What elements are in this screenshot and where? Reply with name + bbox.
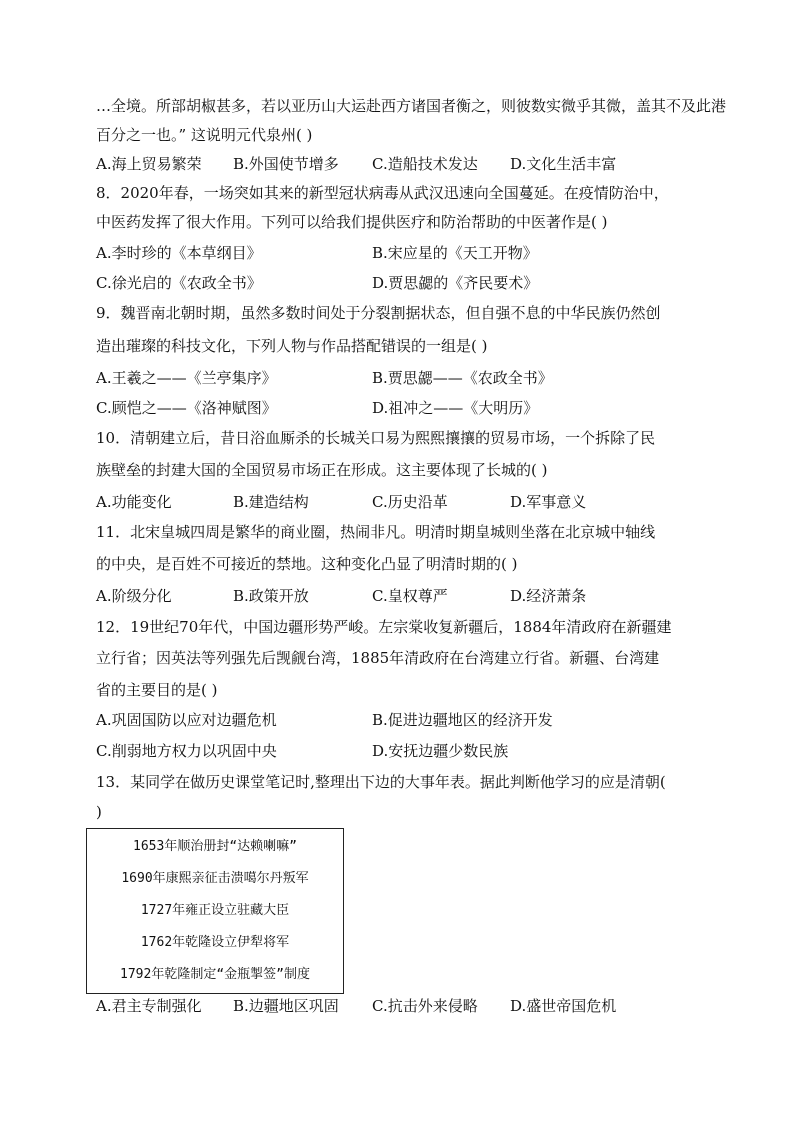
q12-option-a[interactable]: A.巩固国防以应对边疆危机: [96, 711, 277, 729]
q12-option-d[interactable]: D.安抚边疆少数民族: [372, 742, 509, 760]
q9-text-line-1: 9．魏晋南北朝时期，虽然多数时间处于分裂割据状态，但自强不息的中华民族仍然创: [96, 304, 661, 322]
q10-option-c[interactable]: C.历史沿革: [372, 493, 448, 511]
q7-text-line-1: …全境。所部胡椒甚多，若以亚历山大运赴西方诸国者衡之，则彼数实微乎其微，盖其不及此港: [96, 97, 727, 115]
q7-option-c[interactable]: C.造船技术发达: [372, 155, 478, 173]
q13-option-b[interactable]: B.边疆地区巩固: [233, 997, 339, 1015]
q11-text-line-2: 的中央，是百姓不可接近的禁地。这种变化凸显了明清时期的( ): [96, 555, 518, 573]
q12-text-line-2: 立行省；因英法等列强先后觊觎台湾，1885年清政府在台湾建立行省。新疆、台湾建: [96, 649, 660, 667]
q8-option-a[interactable]: A.李时珍的《本草纲目》: [96, 244, 262, 262]
q9-option-d[interactable]: D.祖冲之——《大明历》: [372, 399, 539, 417]
timeline-item: 1727年雍正设立驻藏大臣: [140, 903, 290, 918]
q9-option-c[interactable]: C.顾恺之——《洛神赋图》: [96, 399, 277, 417]
q13-text-line-2: ): [96, 803, 102, 821]
q13-option-c[interactable]: C.抗击外来侵略: [372, 997, 478, 1015]
q7-option-d[interactable]: D.文化生活丰富: [510, 155, 617, 173]
q13-option-a[interactable]: A.君主专制强化: [96, 997, 202, 1015]
q8-text-line-1: 8．2020年春，一场突如其来的新型冠状病毒从武汉迅速向全国蔓延。在疫情防治中，: [96, 184, 669, 202]
timeline-item: 1792年乾隆制定“金瓶掣签”制度: [120, 967, 310, 982]
q10-option-a[interactable]: A.功能变化: [96, 493, 172, 511]
q10-text-line-2: 族壁垒的封建大国的全国贸易市场正在形成。这主要体现了长城的( ): [96, 461, 548, 479]
q12-option-b[interactable]: B.促进边疆地区的经济开发: [372, 711, 553, 729]
q10-text-line-1: 10．清朝建立后，昔日浴血厮杀的长城关口易为熙熙攘攘的贸易市场，一个拆除了民: [96, 429, 656, 447]
q7-option-b[interactable]: B.外国使节增多: [233, 155, 339, 173]
q11-option-d[interactable]: D.经济萧条: [510, 587, 587, 605]
q7-option-a[interactable]: A.海上贸易繁荣: [96, 155, 202, 173]
q12-text-line-3: 省的主要目的是( ): [96, 681, 218, 699]
q13-option-d[interactable]: D.盛世帝国危机: [510, 997, 617, 1015]
q7-text-line-2: 百分之一也。” 这说明元代泉州( ): [96, 126, 313, 144]
q9-option-b[interactable]: B.贾思勰——《农政全书》: [372, 369, 553, 387]
q11-text-line-1: 11．北宋皇城四周是繁华的商业圈，热闹非凡。明清时期皇城则坐落在北京城中轴线: [96, 523, 656, 541]
q8-text-line-2: 中医药发挥了很大作用。下列可以给我们提供医疗和防治帮助的中医著作是( ): [96, 213, 608, 231]
timeline-table: [86, 828, 344, 994]
q11-option-a[interactable]: A.阶级分化: [96, 587, 172, 605]
q13-text-line-1: 13．某同学在做历史课堂笔记时,整理出下边的大事年表。据此判断他学习的应是清朝(: [96, 773, 666, 791]
q8-option-d[interactable]: D.贾思勰的《齐民要术》: [372, 274, 539, 292]
q9-option-a[interactable]: A.王羲之——《兰亭集序》: [96, 369, 277, 387]
q8-option-b[interactable]: B.宋应星的《天工开物》: [372, 244, 538, 262]
q12-text-line-1: 12．19世纪70年代，中国边疆形势严峻。左宗棠收复新疆后，1884年清政府在新疆建: [96, 618, 672, 636]
timeline-item: 1690年康熙亲征击溃噶尔丹叛军: [121, 871, 309, 886]
q10-option-d[interactable]: D.军事意义: [510, 493, 587, 511]
q11-option-c[interactable]: C.皇权尊严: [372, 587, 448, 605]
timeline-item: 1653年顺治册封“达赖喇嘛”: [133, 839, 297, 854]
q8-option-c[interactable]: C.徐光启的《农政全书》: [96, 274, 262, 292]
q9-text-line-2: 造出璀璨的科技文化，下列人物与作品搭配错误的一组是( ): [96, 337, 488, 355]
q12-option-c[interactable]: C.削弱地方权力以巩固中央: [96, 742, 277, 760]
q11-option-b[interactable]: B.政策开放: [233, 587, 309, 605]
q10-option-b[interactable]: B.建造结构: [233, 493, 309, 511]
timeline-item: 1762年乾隆设立伊犁将军: [140, 935, 290, 950]
